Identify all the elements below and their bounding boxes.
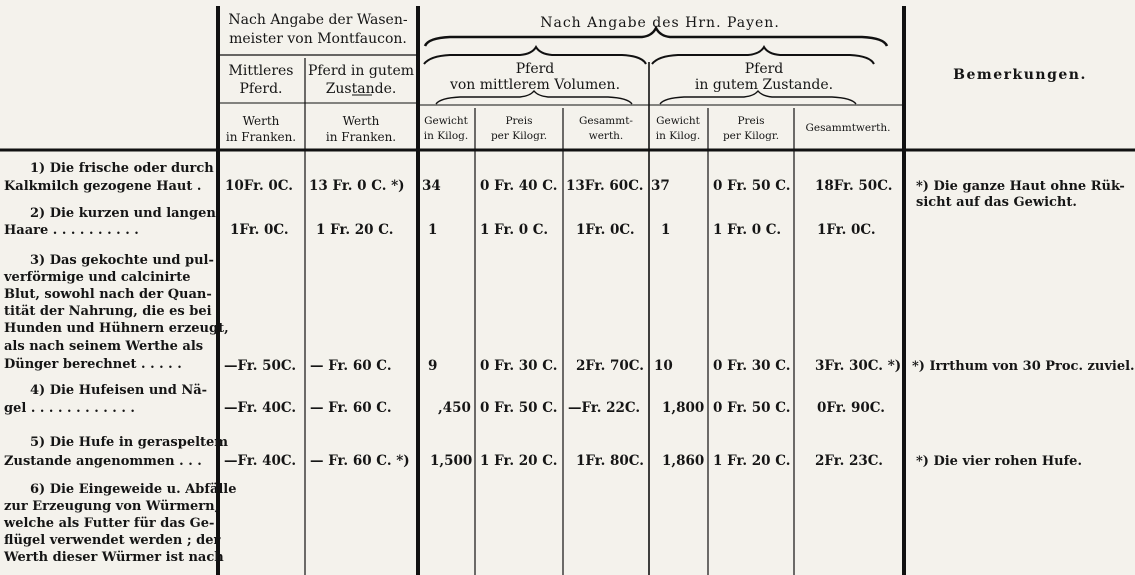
row1-note-2: sicht auf das Gewicht. — [916, 195, 1077, 210]
row1-label-2: Kalkmilch gezogene Haut . — [4, 179, 202, 194]
row3-label-5: Hunden und Hühnern erzeugt, — [4, 321, 229, 336]
row3-label-4: tität der Nahrung, die es bei — [4, 304, 212, 319]
row5-label-1: 5) Die Hufe in geraspeltem — [30, 435, 229, 450]
header-preis-1b: per Kilogr. — [490, 130, 548, 142]
header-mittleres-2: Pferd. — [239, 81, 283, 97]
row5-cell-2: — Fr. 60 C. *) — [310, 453, 410, 469]
row2-cell-6: 1 — [661, 222, 671, 238]
row2-cell-5: 1Fr. 0C. — [576, 222, 635, 238]
row3-cell-2: — Fr. 60 C. — [310, 358, 392, 374]
header-gut-zust-2: in gutem Zustande. — [694, 77, 834, 93]
header-gewicht-2a: Gewicht — [656, 115, 700, 127]
row6-label-4: flügel verwendet werden ; der — [4, 533, 221, 548]
row3-cell-5: 2Fr. 70C. — [576, 358, 645, 374]
row2-cell-3: 1 — [428, 222, 438, 238]
header-gesammt-2: Gesammtwerth. — [805, 122, 891, 134]
row5-cell-3: 1,500 — [430, 453, 473, 469]
row4-cell-4: 0 Fr. 50 C. — [480, 400, 558, 416]
row2-cell-4: 1 Fr. 0 C. — [480, 222, 549, 238]
row4-cell-1: —Fr. 40C. — [224, 400, 297, 416]
row3-cell-8: 3Fr. 30C. *) — [815, 358, 902, 374]
row2-cell-7: 1 Fr. 0 C. — [713, 222, 782, 238]
row3-label-7: Dünger berechnet . . . . . — [4, 357, 182, 372]
header-gesammt-1a: Gesammt- — [579, 115, 633, 127]
header-preis-2a: Preis — [737, 115, 765, 127]
row5-cell-8: 2Fr. 23C. — [815, 453, 884, 469]
row1-cell-4: 0 Fr. 40 C. — [480, 178, 558, 194]
row6-label-5: Werth dieser Würmer ist nach — [4, 550, 224, 565]
row1-cell-3: 34 — [422, 178, 441, 194]
header-wasenmeister-1: Nach Angabe der Wasen- — [228, 12, 408, 28]
row2-label-1: 2) Die kurzen und langen — [30, 206, 216, 221]
header-gutem-1: Pferd in gutem — [307, 63, 415, 79]
row5-label-2: Zustande angenommen . . . — [4, 454, 202, 469]
row3-cell-7: 0 Fr. 30 C. — [713, 358, 791, 374]
row1-note-1: *) Die ganze Haut ohne Rük- — [916, 179, 1125, 194]
row4-cell-7: 0 Fr. 50 C. — [713, 400, 791, 416]
header-gutem-2: Zustande. — [325, 81, 397, 97]
row2-label-2: Haare . . . . . . . . . . — [4, 223, 139, 238]
row4-cell-5: —Fr. 22C. — [568, 400, 641, 416]
header-mittel-vol-2: von mittlerem Volumen. — [449, 77, 621, 93]
row3-cell-6: 10 — [654, 358, 673, 374]
header-payen: Nach Angabe des Hrn. Payen. — [540, 15, 780, 31]
row5-note-1: *) Die vier rohen Hufe. — [916, 454, 1082, 469]
row2-cell-8: 1Fr. 0C. — [817, 222, 876, 238]
row3-cell-1: —Fr. 50C. — [224, 358, 297, 374]
row5-cell-4: 1 Fr. 20 C. — [480, 453, 558, 469]
header-preis-1a: Preis — [505, 115, 533, 127]
row5-cell-1: —Fr. 40C. — [224, 453, 297, 469]
row3-label-1: 3) Das gekochte und pul- — [30, 253, 214, 268]
header-preis-2b: per Kilogr. — [722, 130, 780, 142]
row4-cell-2: — Fr. 60 C. — [310, 400, 392, 416]
header-gewicht-1b: in Kilog. — [423, 130, 469, 142]
row3-label-2: verförmige und calcinirte — [4, 270, 191, 285]
row1-cell-6: 37 — [651, 178, 670, 194]
header-gewicht-1a: Gewicht — [424, 115, 468, 127]
header-bemerkungen: Bemerkungen. — [953, 67, 1087, 83]
row4-cell-8: 0Fr. 90C. — [817, 400, 886, 416]
row3-label-6: als nach seinem Werthe als — [4, 339, 204, 354]
row3-cell-3: 9 — [428, 358, 438, 374]
row4-label-2: gel . . . . . . . . . . . . — [4, 401, 135, 416]
row4-cell-3: ,450 — [438, 400, 471, 416]
row1-cell-5: 13Fr. 60C. — [566, 178, 644, 194]
header-werth-a-2: in Franken. — [225, 130, 297, 144]
row2-cell-2: 1 Fr. 20 C. — [316, 222, 394, 238]
row4-cell-6: 1,800 — [662, 400, 705, 416]
header-gewicht-2b: in Kilog. — [655, 130, 701, 142]
row3-cell-4: 0 Fr. 30 C. — [480, 358, 558, 374]
header-mittleres-1: Mittleres — [228, 63, 294, 79]
row1-cell-1: 10Fr. 0C. — [225, 178, 294, 194]
row1-cell-2: 13 Fr. 0 C. *) — [309, 178, 405, 194]
row1-cell-7: 0 Fr. 50 C. — [713, 178, 791, 194]
row5-cell-6: 1,860 — [662, 453, 705, 469]
row1-cell-8: 18Fr. 50C. — [815, 178, 893, 194]
row6-label-3: welche als Futter für das Ge- — [4, 516, 215, 531]
row6-label-2: zur Erzeugung von Würmern, — [4, 499, 220, 514]
header-werth-b-1: Werth — [342, 114, 380, 128]
row6-label-1: 6) Die Eingeweide u. Abfälle — [30, 482, 237, 497]
row5-cell-7: 1 Fr. 20 C. — [713, 453, 791, 469]
header-mittel-vol-1: Pferd — [515, 61, 555, 77]
header-wasenmeister-2: meister von Montfaucon. — [229, 31, 407, 47]
row3-label-3: Blut, sowohl nach der Quan- — [4, 287, 212, 302]
header-gesammt-1b: werth. — [588, 130, 624, 142]
header-werth-a-1: Werth — [242, 114, 280, 128]
header-werth-b-2: in Franken. — [325, 130, 397, 144]
row4-label-1: 4) Die Hufeisen und Nä- — [30, 383, 208, 398]
row3-note-1: *) Irrthum von 30 Proc. zuviel. — [912, 359, 1135, 374]
row1-label-1: 1) Die frische oder durch — [30, 161, 214, 176]
row2-cell-1: 1Fr. 0C. — [230, 222, 289, 238]
row5-cell-5: 1Fr. 80C. — [576, 453, 645, 469]
header-gut-zust-1: Pferd — [744, 61, 784, 77]
